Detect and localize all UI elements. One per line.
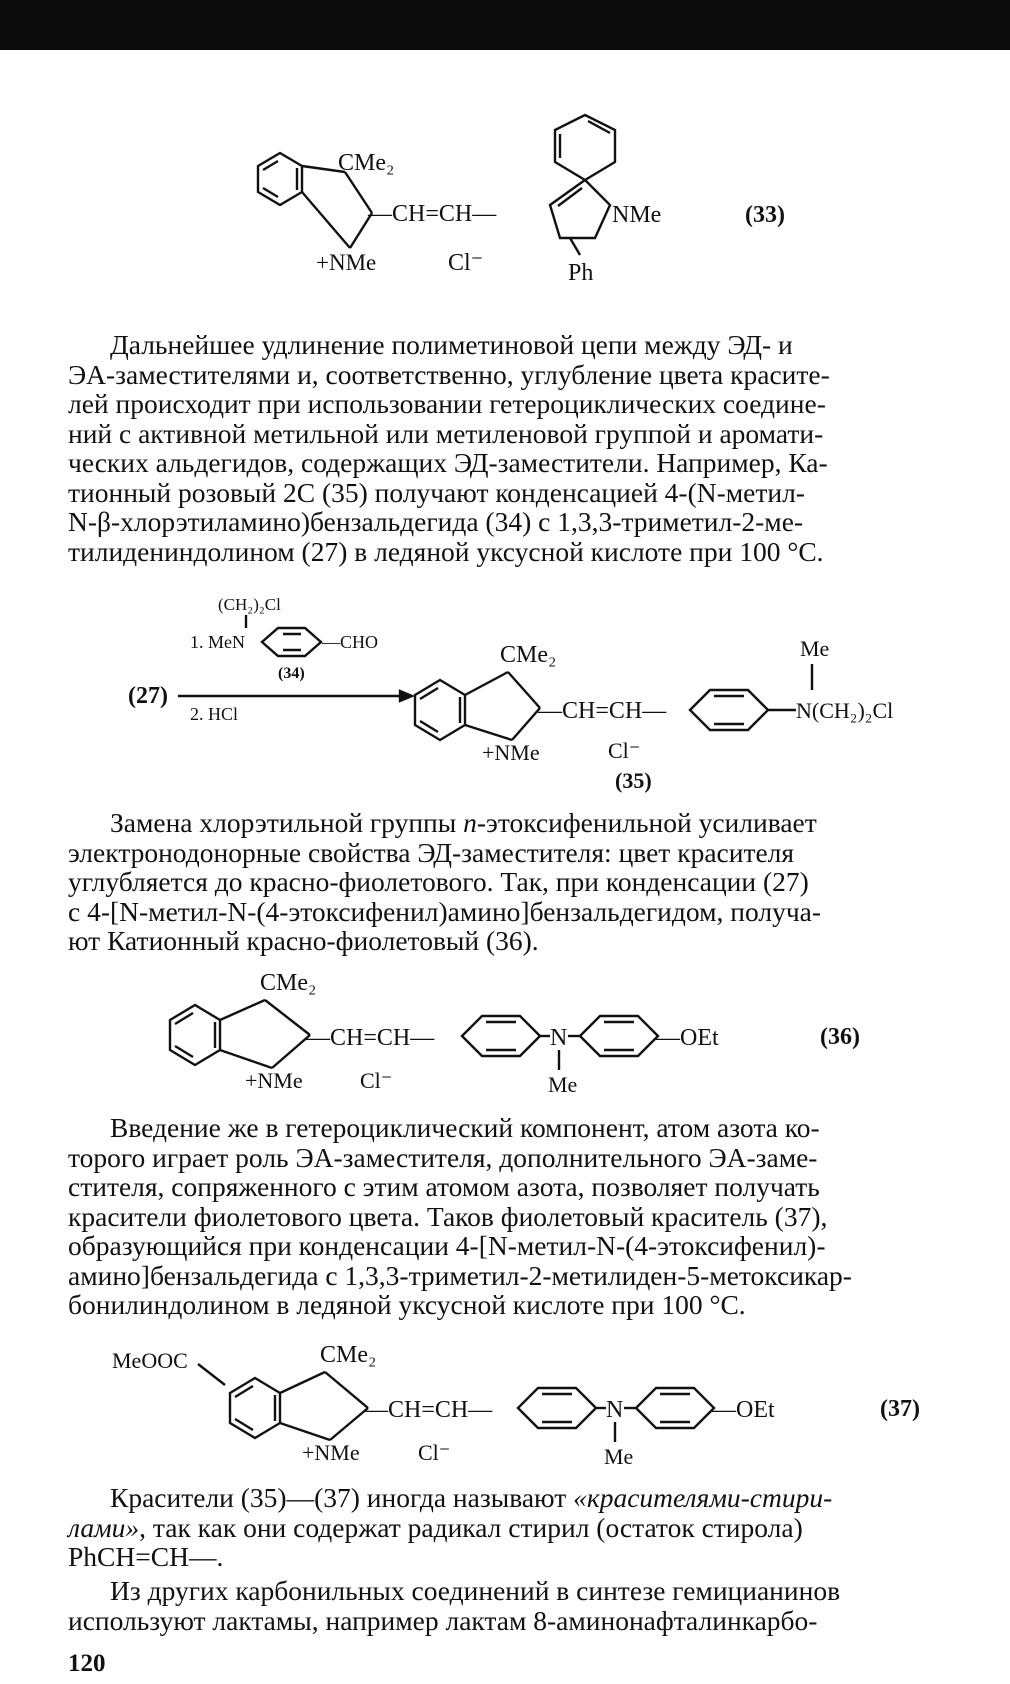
s37-chloride: Cl⁻ bbox=[418, 1440, 451, 1465]
p3-line-7: бонилиндолином в ледяной уксусной кислоте при 100 °С. bbox=[68, 1289, 746, 1320]
p1-line-3: лей происходит при использовании гетероциклических соедине- bbox=[68, 388, 826, 419]
chain-label: —CH=CH— bbox=[368, 201, 497, 227]
p5-line-1: Из других карбонильных соединений в синтезе гемицианинов bbox=[110, 1575, 841, 1606]
s36-nitrogen: N bbox=[550, 1025, 568, 1051]
reaction-scheme-35 bbox=[0, 590, 1010, 800]
p4-line-1-italic: «красителями-стири- bbox=[573, 1482, 833, 1513]
s36-chloride: Cl⁻ bbox=[360, 1068, 393, 1093]
p2-line-1b: -этоксифенильной усиливает bbox=[476, 807, 817, 838]
p3-line-6: амино]бензальдегида с 1,3,3-триметил-2-метилиден-5-метоксикар- bbox=[68, 1259, 852, 1291]
paragraph-3 bbox=[68, 1113, 986, 1320]
reactant-27-label: (27) bbox=[128, 683, 168, 709]
p3-line-1: Введение же в гетероциклический компонент, атом азота ко- bbox=[110, 1112, 820, 1143]
reagent-benzene-ring bbox=[262, 628, 321, 656]
nme-plus-label: +NMe bbox=[316, 250, 377, 275]
compound-number-35: (35) bbox=[615, 768, 652, 793]
p1-line-2: ЭА-заместителями и, соответственно, углубление цвета красите- bbox=[68, 358, 830, 390]
reagent-step-2: 2. HCl bbox=[190, 704, 239, 724]
p5-line-2: используют лактамы, например лактам 8-аминонафталинкарбо- bbox=[68, 1604, 818, 1636]
p1-line-7: N-β-хлорэтиламино)бензальдегида (34) с 1,3,3-триметил-2-ме- bbox=[68, 506, 804, 537]
s37-meooc: MeOOC bbox=[112, 1348, 188, 1373]
top-black-bar bbox=[0, 0, 1010, 50]
compound-number-37: (37) bbox=[880, 1396, 920, 1422]
paragraph-2 bbox=[68, 808, 986, 956]
s36-methyl: Me bbox=[548, 1072, 578, 1097]
s37-chain: —CH=CH— bbox=[364, 1397, 493, 1423]
p4-line-2b: , так как они содержат радикал стирил (остаток стирола) bbox=[139, 1511, 803, 1543]
chloride-label: Cl⁻ bbox=[448, 250, 484, 276]
product-chain: —CH=CH— bbox=[538, 698, 667, 724]
p1-line-1: Дальнейшее удлинение полиметиновой цепи между ЭД- и bbox=[110, 329, 793, 360]
s37-nitrogen: N bbox=[606, 1397, 624, 1423]
p4-line-2-italic: лами» bbox=[68, 1511, 140, 1543]
p2-line-5: ют Катионный красно-фиолетовый (36). bbox=[68, 925, 539, 956]
paragraph-4 bbox=[68, 1483, 986, 1572]
s36-chain: —CH=CH— bbox=[306, 1025, 435, 1051]
p2-para-italic: n bbox=[463, 807, 477, 838]
p3-line-4: красители фиолетового цвета. Таков фиолетовый краситель (37), bbox=[68, 1200, 828, 1232]
product-chloride: Cl⁻ bbox=[608, 738, 641, 763]
s36-nme-plus: +NMe bbox=[245, 1068, 303, 1093]
compound-number-33: (33) bbox=[745, 202, 785, 228]
p1-line-8: тилидениндолином (27) в ледяной уксусной кислоте при 100 °С. bbox=[68, 535, 824, 567]
p2-line-3: углубляется до красно-фиолетового. Так, при конденсации (27) bbox=[68, 866, 809, 897]
product-n-group: N(CH₂)₂Cl bbox=[796, 698, 894, 723]
s37-oet: —OEt bbox=[712, 1397, 775, 1423]
s36-oet: —OEt bbox=[656, 1025, 719, 1051]
structure-37 bbox=[0, 1330, 1010, 1470]
reagent-step-1: 1. MeN bbox=[190, 632, 245, 652]
page-number: 120 bbox=[68, 1650, 106, 1677]
s37-cme2: CMe₂ bbox=[320, 1342, 377, 1368]
p2-line-1a: Замена хлорэтильной группы bbox=[110, 807, 464, 838]
p2-line-2: электронодонорные свойства ЭД-заместителя: цвет красителя bbox=[68, 836, 795, 868]
paragraph-5 bbox=[68, 1576, 986, 1635]
product-nme-plus: +NMe bbox=[482, 740, 540, 765]
s37-nme-plus: +NMe bbox=[302, 1440, 360, 1465]
reagent-34-label: (34) bbox=[278, 665, 305, 682]
p3-line-5: образующийся при конденсации 4-[N-метил-N-(4-этоксифенил)- bbox=[68, 1230, 826, 1261]
paragraph-1 bbox=[68, 330, 986, 566]
nme-label: NMe bbox=[612, 202, 662, 228]
p2-line-4: с 4-[N-метил-N-(4-этоксифенил)амино]бензальдегидом, получа- bbox=[68, 895, 822, 927]
p1-line-5: ческих альдегидов, содержащих ЭД-заместители. Например, Ка- bbox=[68, 447, 828, 478]
structure-33 bbox=[0, 110, 1010, 310]
s37-methyl: Me bbox=[604, 1444, 634, 1469]
benzene-ring bbox=[258, 153, 302, 205]
p4-line-3: PhCH=CH—. bbox=[68, 1541, 224, 1572]
compound-number-36: (36) bbox=[820, 1024, 860, 1050]
product-cme2: CMe₂ bbox=[500, 642, 557, 668]
p1-line-4: ний с активной метильной или метиленовой группой и аромати- bbox=[68, 417, 824, 449]
p4-line-1a: Красители (35)—(37) иногда называют bbox=[110, 1482, 574, 1513]
reagent-ch2cl: (CH₂)₂Cl bbox=[218, 595, 281, 614]
product-me: Me bbox=[800, 636, 830, 661]
s36-cme2: CMe₂ bbox=[260, 970, 317, 996]
cme2-label: CMe₂ bbox=[338, 150, 395, 176]
p1-line-6: тионный розовый 2С (35) получают конденсацией 4-(N-метил- bbox=[68, 476, 805, 508]
cho-label: —CHO bbox=[322, 632, 379, 652]
p3-line-3: стителя, сопряженного с этим атомом азота, позволяет получать bbox=[68, 1171, 820, 1202]
ph-label: Ph bbox=[568, 260, 594, 286]
p3-line-2: торого играет роль ЭА-заместителя, дополнительного ЭА-заме- bbox=[68, 1141, 818, 1173]
structure-36 bbox=[0, 960, 1010, 1100]
